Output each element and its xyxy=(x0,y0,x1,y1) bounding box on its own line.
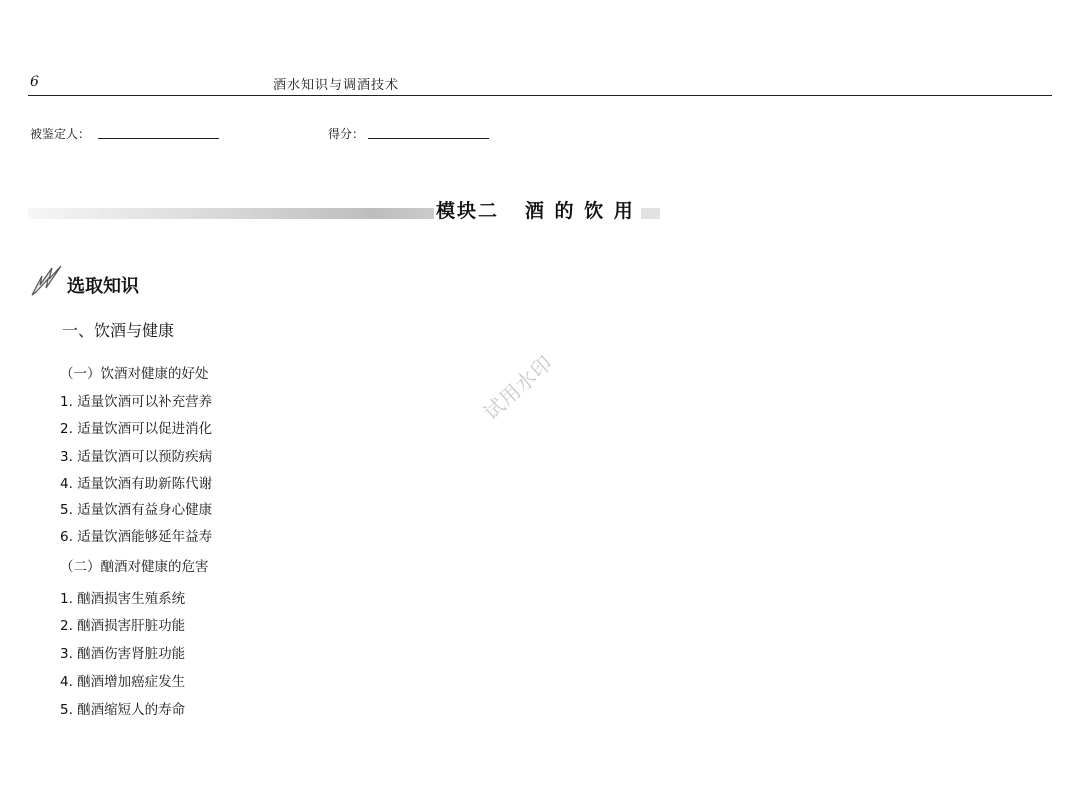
topic-heading: 一、饮酒与健康 xyxy=(62,321,175,340)
module-title: 模块二 酒 的 饮 用 xyxy=(434,196,641,223)
page-number: 6 xyxy=(30,74,39,90)
list-item: 5. 酗酒缩短人的寿命 xyxy=(60,702,186,718)
examinee-blank xyxy=(98,138,219,139)
list-item: 3. 适量饮酒可以预防疾病 xyxy=(60,449,213,465)
list-item: 5. 适量饮酒有益身心健康 xyxy=(60,502,213,518)
list-item: 4. 酗酒增加癌症发生 xyxy=(60,674,186,690)
list-item: 2. 适量饮酒可以促进消化 xyxy=(60,421,213,437)
examinee-label: 被鉴定人： xyxy=(30,127,91,141)
header-rule xyxy=(28,95,1052,96)
list-item: 4. 适量饮酒有助新陈代谢 xyxy=(60,476,213,492)
list-item: 6. 适量饮酒能够延年益寿 xyxy=(60,529,213,545)
score-blank xyxy=(368,138,489,139)
list-item: 3. 酗酒伤害肾脏功能 xyxy=(60,646,186,662)
score-label: 得分： xyxy=(328,127,365,141)
list-item: 2. 酗酒损害肝脏功能 xyxy=(60,618,186,634)
list-item: 1. 酗酒损害生殖系统 xyxy=(60,591,186,607)
subheading-benefits: （一）饮酒对健康的好处 xyxy=(60,366,209,382)
lightning-bolt-icon xyxy=(30,264,64,296)
book-title: 酒水知识与调酒技术 xyxy=(273,78,400,93)
subheading-harms: （二）酗酒对健康的危害 xyxy=(60,559,209,575)
trial-watermark: 试用水印 xyxy=(478,350,558,425)
section-title: 选取知识 xyxy=(67,276,139,297)
list-item: 1. 适量饮酒可以补充营养 xyxy=(60,394,213,410)
